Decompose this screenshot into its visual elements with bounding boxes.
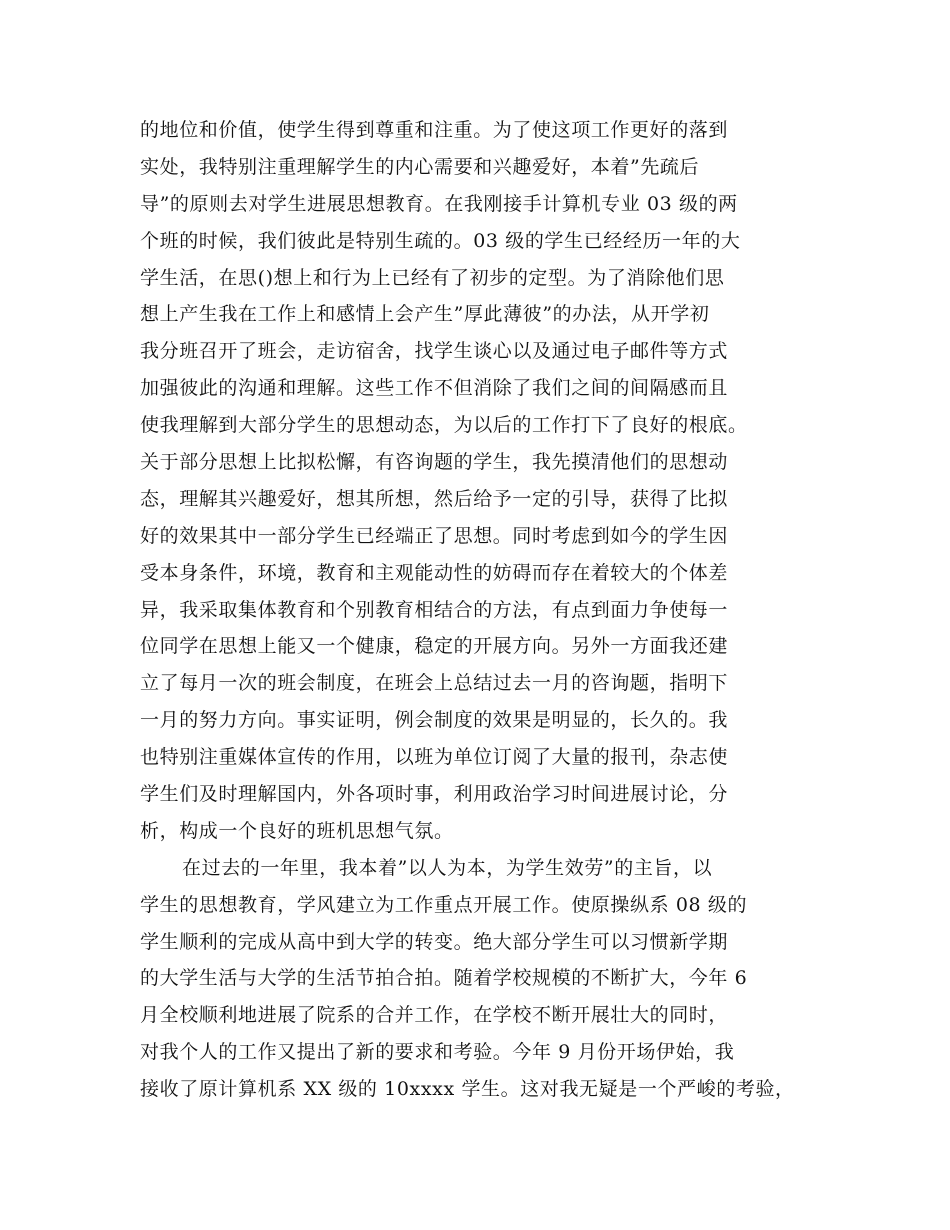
text-line: 加强彼此的沟通和理解。这些工作不但消除了我们之间的间隔感而且: [140, 377, 729, 400]
text-line: 在过去的一年里，我本着”以人为本，为学生效劳”的主旨，以: [182, 856, 713, 879]
text-line: 我分班召开了班会，走访宿舍，找学生谈心以及通过电子邮件等方式: [140, 340, 729, 363]
text-line: 对我个人的工作又提出了新的要求和考验。今年 9 月份开场伊始，我: [140, 1041, 735, 1064]
paragraph-1: [140, 112, 840, 850]
text-line: 的大学生活与大学的生活节拍合拍。随着学校规模的不断扩大，今年 6: [140, 967, 748, 990]
text-line: 个班的时候，我们彼此是特别生疏的。03 级的学生已经经历一年的大: [140, 229, 741, 252]
text-line: 异，我采取集体教育和个别教育相结合的方法，有点到面力争使每一: [140, 598, 729, 621]
text-line: 导”的原则去对学生进展思想教育。在我刚接手计算机专业 03 级的两: [140, 192, 738, 215]
text-line: 析，构成一个良好的班机思想气氛。: [140, 819, 454, 842]
paragraph-2: [140, 850, 840, 1108]
text-line: 月全校顺利地进展了院系的合并工作，在学校不断开展壮大的同时，: [140, 1004, 729, 1027]
text-line: 接收了原计算机系 XX 级的 10xxxx 学生。这对我无疑是一个严峻的考验，: [140, 1078, 795, 1101]
text-line: 好的效果其中一部分学生已经端正了思想。同时考虑到如今的学生因: [140, 524, 729, 547]
text-line: 关于部分思想上比拟松懈，有咨询题的学生，我先摸清他们的思想动: [140, 451, 729, 474]
text-line: 实处，我特别注重理解学生的内心需要和兴趣爱好，本着”先疏后: [140, 155, 700, 178]
text-line: 也特别注重媒体宣传的作用，以班为单位订阅了大量的报刊，杂志使: [140, 746, 729, 769]
text-line: 态，理解其兴趣爱好，想其所想，然后给予一定的引导，获得了比拟: [140, 487, 729, 510]
text-line: 的地位和价值，使学生得到尊重和注重。为了使这项工作更好的落到: [140, 119, 729, 141]
text-line: 位同学在思想上能又一个健康，稳定的开展方向。另外一方面我还建: [140, 635, 729, 658]
text-line: 学生顺利的完成从高中到大学的转变。绝大部分学生可以习惯新学期: [140, 930, 729, 953]
text-line: 立了每月一次的班会制度，在班会上总结过去一月的咨询题，指明下: [140, 672, 729, 695]
text-line: 受本身条件，环境，教育和主观能动性的妨碍而存在着较大的个体差: [140, 561, 729, 584]
text-line: 一月的努力方向。事实证明，例会制度的效果是明显的，长久的。我: [140, 709, 729, 732]
document-body: [140, 112, 840, 1108]
text-line: 学生活，在思()想上和行为上已经有了初步的定型。为了消除他们思: [140, 266, 725, 289]
text-line: 学生的思想教育，学风建立为工作重点开展工作。使原操纵系 08 级的: [140, 893, 748, 916]
text-line: 学生们及时理解国内，外各项时事，利用政治学习时间进展讨论，分: [140, 783, 729, 806]
text-line: 想上产生我在工作上和感情上会产生”厚此薄彼”的办法，从开学初: [140, 303, 710, 326]
text-line: 使我理解到大部分学生的思想动态，为以后的工作打下了良好的根底。: [140, 414, 748, 437]
